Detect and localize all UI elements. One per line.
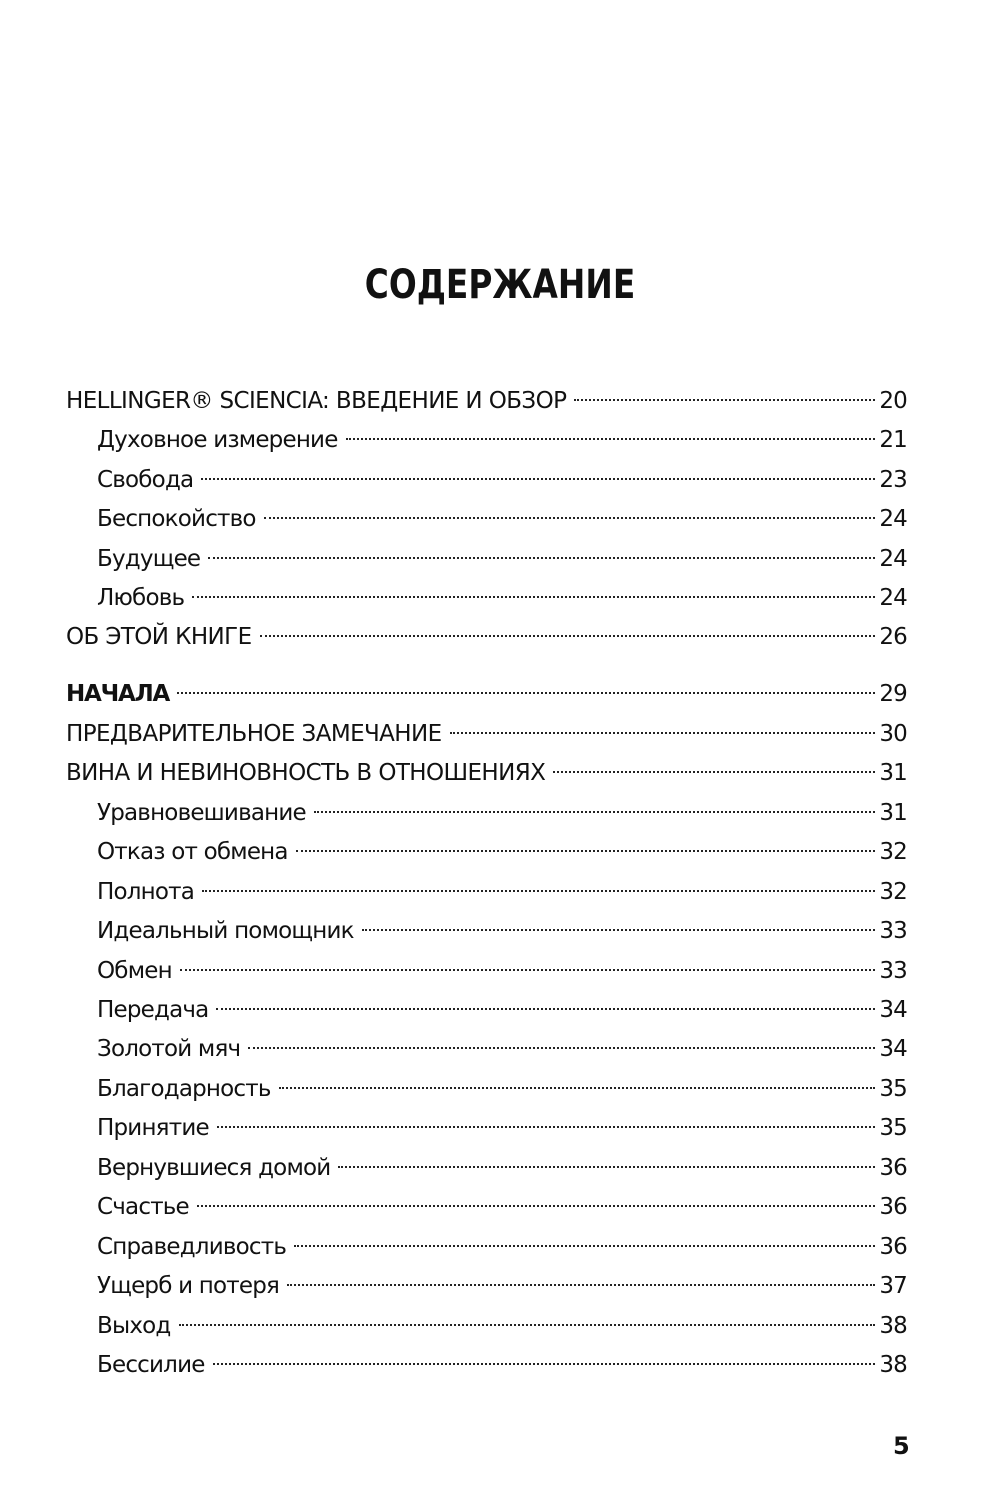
dot-leader <box>279 1087 876 1089</box>
toc-entry-way-out[interactable] <box>97 1308 907 1344</box>
dot-leader <box>179 1324 876 1326</box>
toc-entry-spiritual-dimension[interactable] <box>97 422 907 458</box>
toc-entry-page: 24 <box>879 546 907 572</box>
toc-entry-label: ОБ ЭТОЙ КНИГЕ <box>66 624 252 650</box>
dot-leader <box>213 1363 876 1365</box>
toc-entry-label: Идеальный помощник <box>97 918 354 944</box>
dot-leader <box>338 1166 875 1168</box>
toc-entry-label: Справедливость <box>97 1234 287 1260</box>
toc-entry-label: Бессилие <box>97 1352 205 1378</box>
dot-leader <box>180 969 876 971</box>
toc-entry-page: 20 <box>879 388 907 414</box>
toc-entry-love[interactable] <box>97 580 907 616</box>
toc-entry-ideal-helper[interactable] <box>97 913 907 949</box>
toc-entry-acceptance[interactable] <box>97 1110 907 1146</box>
toc-entry-page: 32 <box>879 839 907 865</box>
toc-entry-label: Вернувшиеся домой <box>97 1155 331 1181</box>
toc-entry-label: Ущерб и потеря <box>97 1273 280 1299</box>
toc-entry-gratitude[interactable] <box>97 1071 907 1107</box>
toc-entry-about-this-book[interactable] <box>66 619 907 655</box>
dot-leader <box>346 438 876 440</box>
toc-entry-page: 31 <box>879 800 907 826</box>
toc-entry-page: 37 <box>879 1273 907 1299</box>
toc-entry-page: 33 <box>879 958 907 984</box>
dot-leader <box>574 399 875 401</box>
toc-entry-page: 35 <box>879 1115 907 1141</box>
toc-entry-page: 24 <box>879 585 907 611</box>
toc-entry-passing-on[interactable] <box>97 992 907 1028</box>
toc-entry-fullness[interactable] <box>97 874 907 910</box>
dot-leader <box>248 1047 875 1049</box>
toc-entry-page: 30 <box>879 721 907 747</box>
toc-entry-label: Отказ от обмена <box>97 839 288 865</box>
toc-entry-page: 38 <box>879 1352 907 1378</box>
toc-entry-hellinger-sciencia[interactable] <box>66 383 907 419</box>
toc-entry-page: 36 <box>879 1234 907 1260</box>
toc-entry-page: 36 <box>879 1194 907 1220</box>
toc-entry-page: 26 <box>879 624 907 650</box>
dot-leader <box>202 890 875 892</box>
toc-entry-future[interactable] <box>97 541 907 577</box>
toc-entry-label: Полнота <box>97 879 195 905</box>
toc-entry-page: 23 <box>879 467 907 493</box>
toc-entry-label: ВИНА И НЕВИНОВНОСТЬ В ОТНОШЕНИЯХ <box>66 760 546 786</box>
dot-leader <box>197 1205 875 1207</box>
toc-entry-label: Духовное измерение <box>97 427 338 453</box>
toc-entry-page: 33 <box>879 918 907 944</box>
toc-entry-label: Счастье <box>97 1194 189 1220</box>
dot-leader <box>362 929 876 931</box>
toc-entry-label: НАЧАЛА <box>66 681 170 707</box>
toc-entry-label: ПРЕДВАРИТЕЛЬНОЕ ЗАМЕЧАНИЕ <box>66 721 442 747</box>
dot-leader <box>553 771 875 773</box>
page-title: СОДЕРЖАНИЕ <box>364 262 636 308</box>
dot-leader <box>260 635 876 637</box>
dot-leader <box>450 732 876 734</box>
toc-entry-powerlessness[interactable] <box>97 1347 907 1383</box>
toc-entry-label: Будущее <box>97 546 201 572</box>
toc-entry-golden-ball[interactable] <box>97 1031 907 1067</box>
toc-entry-guilt-and-innocence[interactable] <box>66 755 907 791</box>
toc-entry-happiness[interactable] <box>97 1189 907 1225</box>
toc-entry-label: Благодарность <box>97 1076 271 1102</box>
dot-leader <box>264 517 876 519</box>
toc-entry-page: 32 <box>879 879 907 905</box>
toc-entry-page: 29 <box>879 681 907 707</box>
page-number: 5 <box>893 1432 910 1460</box>
toc-entry-balancing[interactable] <box>97 795 907 831</box>
toc-entry-justice[interactable] <box>97 1229 907 1265</box>
toc-entry-page: 34 <box>879 1036 907 1062</box>
dot-leader <box>287 1284 875 1286</box>
toc-entry-exchange[interactable] <box>97 953 907 989</box>
toc-entry-label: Беспокойство <box>97 506 256 532</box>
toc-entry-returned-home[interactable] <box>97 1150 907 1186</box>
toc-entry-label: Свобода <box>97 467 194 493</box>
toc-entry-label: Уравновешивание <box>97 800 306 826</box>
toc-entry-page: 34 <box>879 997 907 1023</box>
dot-leader <box>296 850 876 852</box>
toc-entry-refusal-of-exchange[interactable] <box>97 834 907 870</box>
toc-entry-page: 31 <box>879 760 907 786</box>
dot-leader <box>201 478 875 480</box>
toc-entry-page: 36 <box>879 1155 907 1181</box>
toc-entry-page: 35 <box>879 1076 907 1102</box>
toc-entry-label: Любовь <box>97 585 185 611</box>
toc-entry-page: 24 <box>879 506 907 532</box>
toc-entry-beginnings[interactable] <box>66 676 907 712</box>
toc-entry-label: Выход <box>97 1313 171 1339</box>
toc-entry-label: HELLINGER® SCIENCIA: ВВЕДЕНИЕ И ОБЗОР <box>66 388 567 414</box>
dot-leader <box>208 557 875 559</box>
toc-entry-anxiety[interactable] <box>97 501 907 537</box>
toc-entry-damage-and-loss[interactable] <box>97 1268 907 1304</box>
dot-leader <box>294 1245 875 1247</box>
toc-entry-label: Передача <box>97 997 209 1023</box>
toc-entry-label: Обмен <box>97 958 172 984</box>
dot-leader <box>177 692 875 694</box>
toc-entry-page: 21 <box>879 427 907 453</box>
dot-leader <box>217 1126 876 1128</box>
dot-leader <box>314 811 875 813</box>
toc-entry-label: Принятие <box>97 1115 209 1141</box>
toc-entry-freedom[interactable] <box>97 462 907 498</box>
toc-entry-preliminary-note[interactable] <box>66 716 907 752</box>
dot-leader <box>192 596 875 598</box>
dot-leader <box>216 1008 875 1010</box>
toc-entry-label: Золотой мяч <box>97 1036 241 1062</box>
toc-entry-page: 38 <box>879 1313 907 1339</box>
